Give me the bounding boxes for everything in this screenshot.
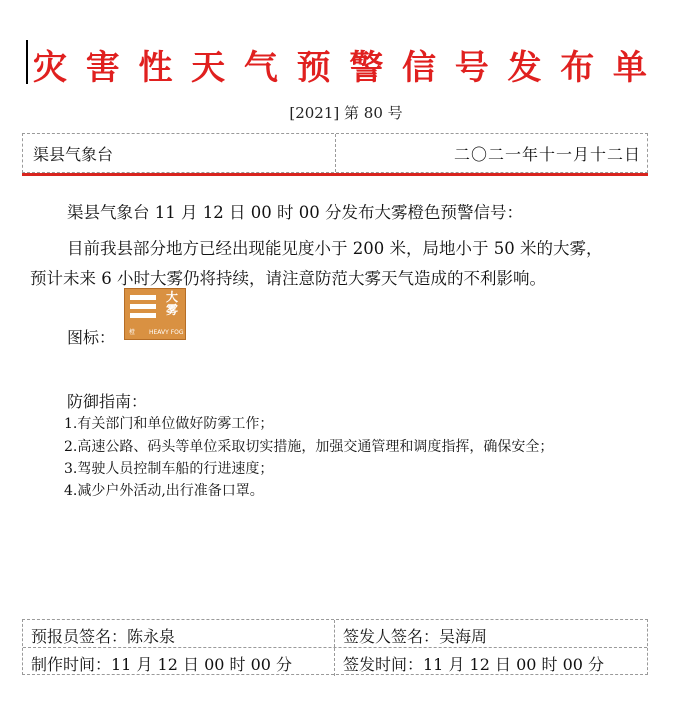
heavy-fog-orange-icon <box>124 288 186 340</box>
guide-item: 1.有关部门和单位做好防雾工作； <box>64 416 274 432</box>
icon-small-text: 橙 <box>129 329 136 336</box>
document-number: [2021] 第 80 号 <box>289 104 403 122</box>
red-rule-divider <box>22 173 648 176</box>
icon-label: 图标： <box>67 328 116 347</box>
guide-item: 3.驾驶人员控制车船的行进速度； <box>64 461 274 477</box>
signature-table <box>22 619 648 675</box>
guide-item: 4.减少户外活动,出行准备口罩。 <box>64 483 264 499</box>
title-char: 布 <box>560 47 595 88</box>
title-char: 号 <box>454 47 489 88</box>
title-char: 灾 <box>33 47 67 88</box>
made-time: 制作时间：11 月 12 日 00 时 00 分 <box>23 648 335 676</box>
icon-chars: 大 雾 <box>165 290 178 317</box>
signer-signature: 签发人签名：吴海周 <box>343 627 488 646</box>
title-char: 单 <box>612 47 647 88</box>
title-char: 信 <box>402 47 437 88</box>
forecaster-signature: 预报员签名：陈永泉 <box>23 620 335 647</box>
body-line-1: 渠县气象台 11 月 12 日 00 时 00 分发布大雾橙色预警信号： <box>67 203 523 222</box>
issuer-cell: 渠县气象台 <box>23 134 336 172</box>
title-char: 预 <box>296 47 331 88</box>
guide-item: 2.高速公路、码头等单位采取切实措施，加强交通管理和调度指挥，确保安全； <box>64 439 554 455</box>
table-row <box>23 620 647 648</box>
title-char: 发 <box>507 47 542 88</box>
body-line-3: 预计未来 6 小时大雾仍将持续，请注意防范大雾天气造成的不利影响。 <box>30 269 546 288</box>
title-char: 天 <box>191 47 226 88</box>
title-char: 性 <box>138 47 173 88</box>
document-title <box>30 42 650 86</box>
table-row <box>23 648 647 676</box>
header-table <box>22 133 648 173</box>
title-char: 害 <box>85 47 120 88</box>
title-char: 气 <box>243 47 278 88</box>
body-line-2: 目前我县部分地方已经出现能见度小于 200 米，局地小于 50 米的大雾， <box>67 239 603 258</box>
fog-bars-icon <box>130 295 156 322</box>
date-cell: 二〇二一年十一月十二日 <box>453 145 641 164</box>
issue-time: 签发时间：11 月 12 日 00 时 00 分 <box>343 655 605 674</box>
text-cursor <box>26 40 28 84</box>
title-char: 警 <box>349 47 384 88</box>
icon-english-text: HEAVY FOG <box>149 329 184 336</box>
guide-heading: 防御指南： <box>67 392 148 411</box>
